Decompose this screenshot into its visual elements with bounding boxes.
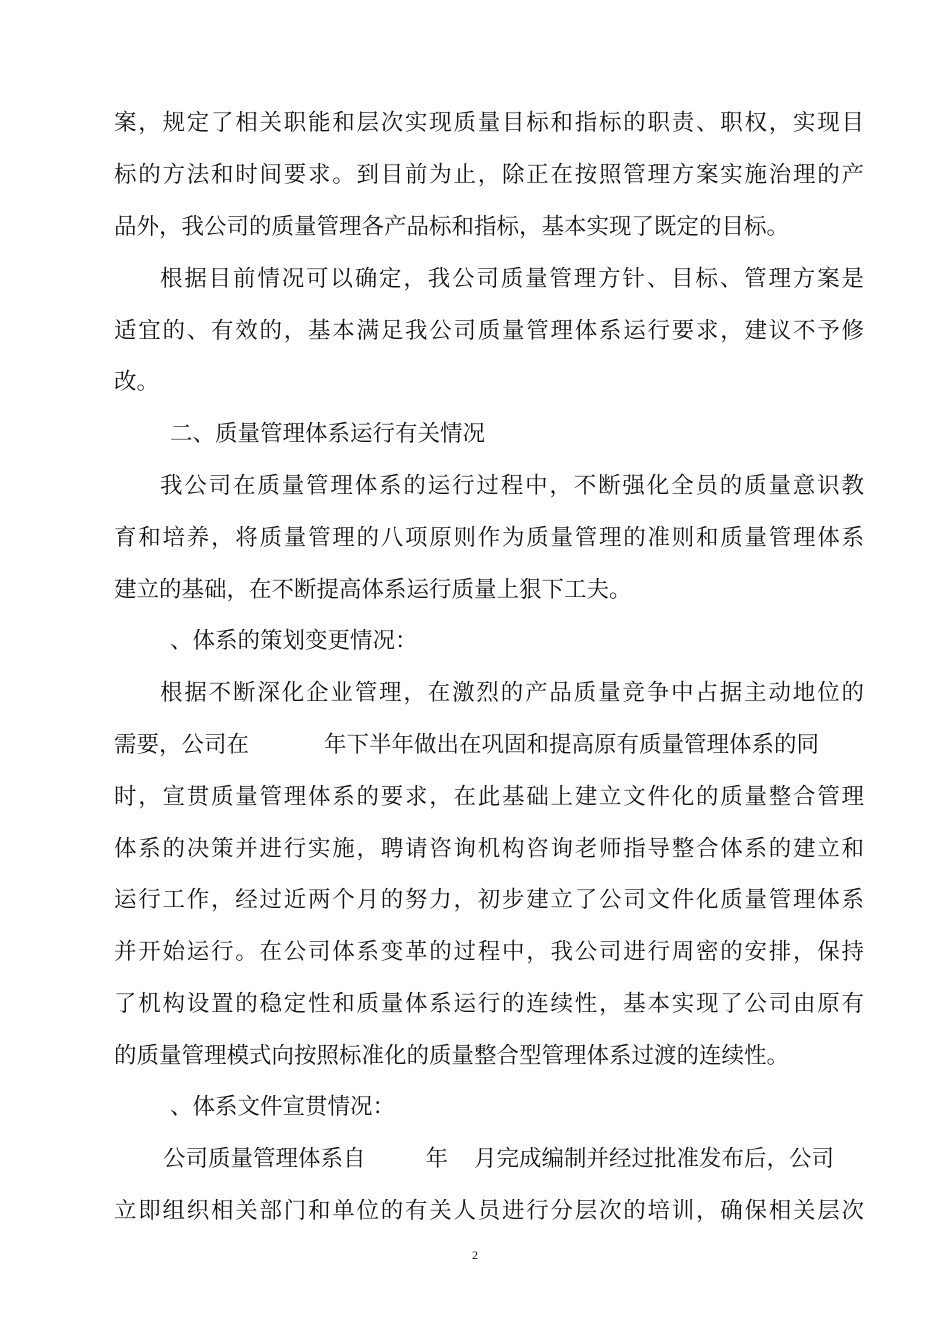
text-line bbox=[163, 1139, 863, 1179]
text-line: 的质量管理模式向按照标准化的质量整合型管理体系过渡的连续性。 bbox=[114, 1043, 790, 1069]
text-line: 标的方法和时间要求。到目前为止，除正在按照管理方案实施治理的产 bbox=[114, 162, 864, 188]
subsection-heading: 、体系的策划变更情况： bbox=[170, 628, 418, 654]
text-line: 适宜的、有效的，基本满足我公司质量管理体系运行要求，建议不予修 bbox=[114, 318, 864, 344]
text-line: 改。 bbox=[114, 369, 160, 395]
text-line: 根据不断深化企业管理，在激烈的产品质量竞争中占据主动地位的 bbox=[160, 680, 864, 706]
text-fragment: 月完成编制并经过批准发布后，公司 bbox=[474, 1146, 835, 1172]
text-line: 建立的基础，在不断提高体系运行质量上狠下工夫。 bbox=[114, 577, 632, 603]
subsection-heading: 、体系文件宣贯情况： bbox=[170, 1094, 396, 1120]
text-line: 品外，我公司的质量管理各产品标和指标，基本实现了既定的目标。 bbox=[114, 214, 790, 240]
text-fragment: 年下半年做出在巩固和提高原有质量管理体系的同 bbox=[324, 732, 820, 758]
text-line: 时，宣贯质量管理体系的要求，在此基础上建立文件化的质量整合管理 bbox=[114, 784, 864, 810]
text-line: 并开始运行。在公司体系变革的过程中，我公司进行周密的安排，保持 bbox=[114, 939, 864, 965]
text-fragment: 公司质量管理体系自 bbox=[163, 1146, 366, 1172]
text-line: 根据目前情况可以确定，我公司质量管理方针、目标、管理方案是 bbox=[160, 266, 864, 292]
text-line: 案，规定了相关职能和层次实现质量目标和指标的职责、职权，实现目 bbox=[114, 110, 864, 136]
section-heading: 二、质量管理体系运行有关情况 bbox=[170, 421, 486, 447]
text-line: 了机构设置的稳定性和质量体系运行的连续性，基本实现了公司由原有 bbox=[114, 991, 864, 1017]
text-fragment: 年 bbox=[425, 1146, 449, 1172]
text-line: 我公司在质量管理体系的运行过程中，不断强化全员的质量意识教 bbox=[160, 473, 864, 499]
text-line: 立即组织相关部门和单位的有关人员进行分层次的培训，确保相关层次 bbox=[114, 1198, 864, 1224]
text-line: 育和培养，将质量管理的八项原则作为质量管理的准则和质量管理体系 bbox=[114, 525, 864, 551]
text-line bbox=[114, 725, 864, 765]
page-number: 2 bbox=[472, 1248, 478, 1262]
text-line: 运行工作，经过近两个月的努力，初步建立了公司文件化质量管理体系 bbox=[114, 887, 864, 913]
text-fragment: 需要，公司在 bbox=[114, 732, 250, 758]
text-line: 体系的决策并进行实施，聘请咨询机构咨询老师指导整合体系的建立和 bbox=[114, 836, 864, 862]
